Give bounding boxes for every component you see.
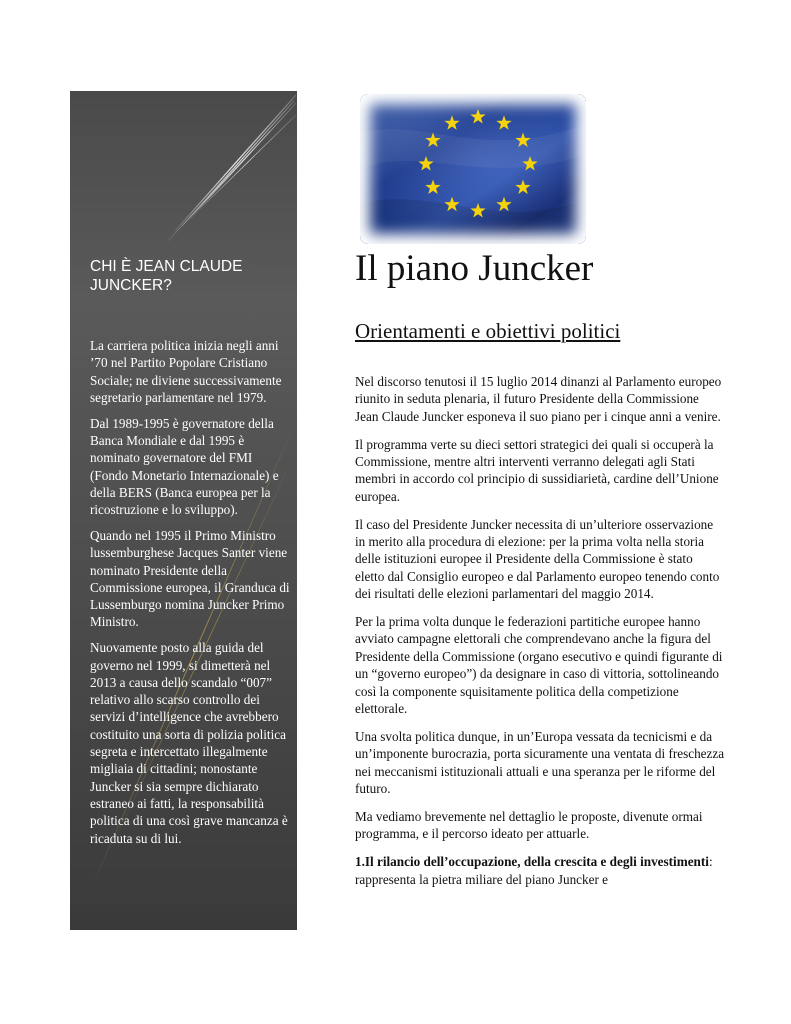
page-title: Il piano Juncker xyxy=(355,248,594,289)
point-1-heading: 1.Il rilancio dell’occupazione, della crescita e degli investimenti xyxy=(355,854,709,870)
paragraph-point-1 xyxy=(355,853,725,888)
eu-flag-icon xyxy=(360,94,586,244)
sidebar-paragraph: Quando nel 1995 il Primo Ministro lussemburghese Jacques Santer viene nominato Presidente della Commissione europea, il Granduca di Lussemburgo nomina Juncker Primo Ministro. xyxy=(90,527,290,630)
paragraph: Il caso del Presidente Juncker necessita di un’ulteriore osservazione in merito alla procedura di elezione: per la prima volta nella storia delle istituzioni europee il Presidente della Commissione è stato eletto dal Consiglio europeo e dal Parlamento europeo tenendo conto dei risultati delle elezioni parlamentari del maggio 2014. xyxy=(355,516,720,602)
section-subtitle: Orientamenti e obiettivi politici xyxy=(355,319,621,343)
sidebar-body xyxy=(90,337,290,855)
sidebar-paragraph: Nuovamente posto alla guida del governo nel 1999, si dimetterà nel 2013 a causa dello scandalo “007” relativo allo scarso controllo dei servizi d’intelligence che avrebbero costituito una sorta di polizia politica segreta e intercettato illegalmente migliaia di cittadini; nonostante Juncker si sia sempre dichiarato estraneo ai fatti, la responsabilità politica di una così grave mancanza è ricaduta su di lui. xyxy=(90,640,288,846)
sidebar-title: CHI È JEAN CLAUDE JUNCKER? xyxy=(90,258,243,294)
paragraph: Per la prima volta dunque le federazioni partitiche europee hanno avviato campagne elettorali che comprendevano anche la figura del Presidente della Commissione (organo esecutivo e quindi figurante di un “governo europeo”) da designare in caso di vittoria, sottolineando così la componente squisitamente politica della competizione elettorale. xyxy=(355,614,723,717)
paragraph: Nel discorso tenutosi il 15 luglio 2014 dinanzi al Parlamento europeo riunito in seduta plenaria, il futuro Presidente della Commissione Jean Claude Juncker esponeva il suo piano per i cinque anni a venire. xyxy=(355,374,722,424)
sidebar-paragraph: Dal 1989-1995 è governatore della Banca Mondiale e dal 1995 è nominato governatore del FMI (Fondo Monetario Internazionale) e della BERS (Banca europea per la ricostruzione e lo sviluppo). xyxy=(90,415,279,518)
sidebar-paragraph: La carriera politica inizia negli anni ’70 nel Partito Popolare Cristiano Sociale; ne diviene successivamente segretario parlamentare nel 1979. xyxy=(90,338,282,405)
paragraph: Ma vediamo brevemente nel dettaglio le proposte, divenute ormai programma, e il percorso ideato per attuarle. xyxy=(355,808,703,842)
paragraph: Una svolta politica dunque, in un’Europa vessata da tecnicismi e da un’imponente burocrazia, porta sicuramente una ventata di freschezza nei meccanismi istituzionali attuali e una speranza per le riforme del futuro. xyxy=(355,728,725,797)
paragraph: Il programma verte su dieci settori strategici dei quali si occuperà la Commissione, mentre altri interventi verranno delegati agli Stati membri in accordo col principio di sussidiarietà, cardine dell’Unione europea. xyxy=(355,436,719,504)
point-1-text: : rappresenta la pietra miliare del piano Juncker e xyxy=(355,854,713,887)
sidebar xyxy=(70,91,297,930)
main-content xyxy=(355,373,725,898)
